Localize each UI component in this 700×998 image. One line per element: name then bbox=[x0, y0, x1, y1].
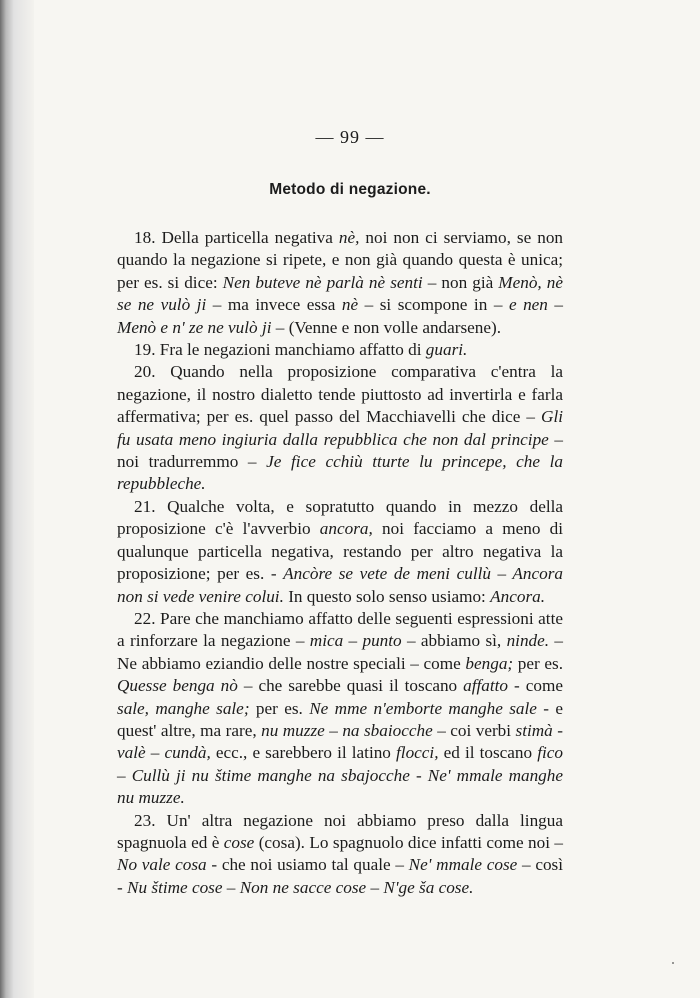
dialect-phrase: e nen – Menò e n' ze ne vulò ji bbox=[117, 295, 564, 337]
dialect-phrase: nu muzze – na sbaiocche bbox=[261, 720, 433, 740]
text-run: 20. Quando nella proposizione comparativa c'entra la negazione, il nostro dialetto tende piuttosto ad invertirla e farla affermativa; per es. quel passo del Macchiavelli che dice – bbox=[117, 362, 563, 427]
dialect-phrase: Menò, nè se ne vulò ji bbox=[117, 272, 564, 315]
text-run: 22. Pare che manchiamo affatto delle seguenti espressioni atte a rinforzare la negazione – bbox=[117, 608, 563, 651]
scan-binding-shadow bbox=[0, 0, 34, 998]
dialect-phrase: benga; bbox=[465, 653, 514, 673]
dialect-phrase: mica – punto bbox=[309, 631, 402, 651]
dialect-phrase: sale, manghe sale; bbox=[117, 698, 250, 718]
paragraph-19 bbox=[117, 339, 563, 361]
dialect-phrase: Ne mme n'emborte manghe sale bbox=[309, 698, 537, 718]
text-run: 23. Un' altra negazione noi abbiamo preso dalla lingua spagnuola ed è bbox=[117, 810, 563, 852]
text-run: – (Venne e non volle andarsene). bbox=[271, 317, 502, 337]
text-run: per es. bbox=[513, 653, 564, 673]
dialect-phrase: Nu štime cose – Non ne sacce cose – N'ge ša cose. bbox=[127, 877, 474, 897]
dialect-phrase: ninde. bbox=[506, 631, 550, 651]
dialect-phrase: Ancòre se vete de meni cullù – Ancora non si vede venire colui. bbox=[117, 564, 563, 606]
text-run: In questo solo senso usiamo: bbox=[283, 586, 491, 606]
paragraph-23 bbox=[117, 810, 563, 900]
text-run: – Ne abbiamo eziandio delle nostre speciali – come bbox=[117, 631, 564, 673]
text-run: – così - bbox=[117, 855, 564, 897]
text-run: 18. Della particella negativa bbox=[134, 228, 339, 247]
text-run: – coi verbi bbox=[432, 720, 516, 740]
text-run: – ma invece essa bbox=[206, 295, 342, 315]
body-text bbox=[117, 227, 563, 899]
dialect-phrase: Je fice cchiù tturte lu princepe, che la repubbleche. bbox=[117, 452, 563, 494]
text-run: ecc., e sarebbero il latino bbox=[210, 743, 397, 763]
dialect-phrase: Nen buteve nè parlà nè senti bbox=[222, 272, 423, 292]
paragraph-18 bbox=[117, 227, 563, 339]
text-run: - che noi usiamo tal quale – bbox=[206, 855, 409, 875]
paragraph-22 bbox=[117, 608, 563, 810]
dialect-phrase: stimà - valè – cundà, bbox=[117, 720, 563, 763]
text-run: ed il toscano bbox=[438, 743, 538, 763]
text-run: (cosa). Lo spagnuolo dice infatti come noi – bbox=[254, 832, 563, 852]
text-run: – si scompone in – bbox=[358, 295, 509, 315]
paragraph-21 bbox=[117, 496, 563, 608]
dialect-phrase: Ne' mmale cose bbox=[408, 855, 518, 875]
text-run: – noi tradurremmo – bbox=[117, 429, 564, 472]
dialect-phrase: nè bbox=[341, 295, 359, 315]
dialect-phrase: flocci, bbox=[396, 743, 439, 763]
page-number: — 99 — bbox=[315, 127, 385, 147]
dialect-phrase: No vale cosa bbox=[117, 855, 207, 875]
dialect-phrase: Ancora. bbox=[490, 586, 546, 606]
text-run: noi facciamo a meno di qualunque particella negativa, restando per altro negativa la proposizione; per es. - bbox=[117, 519, 564, 584]
dialect-phrase: nè, bbox=[338, 228, 360, 247]
dialect-phrase: fico – Cullù ji nu štime manghe na sbajocche - Ne' mmale manghe nu muzze. bbox=[117, 743, 563, 808]
dialect-phrase: Gli fu usata meno ingiuria dalla repubblica che non dal principe bbox=[117, 407, 563, 449]
text-run: per es. bbox=[249, 698, 310, 718]
dialect-phrase: cose bbox=[223, 832, 255, 852]
text-run: – che sarebbe quasi il toscano bbox=[237, 676, 464, 696]
text-run: – non già bbox=[422, 272, 499, 292]
text-run: 21. Qualche volta, e sopratutto quando in mezzo della proposizione c'è l'avverbio bbox=[117, 496, 563, 539]
dialect-phrase: guari. bbox=[425, 340, 468, 360]
paragraph-20 bbox=[117, 361, 563, 495]
text-run: - come bbox=[508, 676, 563, 696]
text-run: 19. Fra le negazioni manchiamo affatto di bbox=[134, 340, 426, 360]
text-run: noi non ci serviamo, se non quando la negazione si ripete, e non già quando questa è unica; per es. si dice: bbox=[117, 228, 564, 292]
dialect-phrase: ancora, bbox=[319, 519, 373, 539]
text-run: – abbiamo sì, bbox=[401, 631, 507, 651]
section-title: Metodo di negazione. bbox=[269, 181, 431, 198]
dialect-phrase: Quesse benga nò bbox=[117, 676, 238, 696]
scan-speck bbox=[672, 962, 674, 964]
text-run: - e quest' altre, ma rare, bbox=[117, 698, 563, 740]
dialect-phrase: affatto bbox=[463, 676, 509, 696]
